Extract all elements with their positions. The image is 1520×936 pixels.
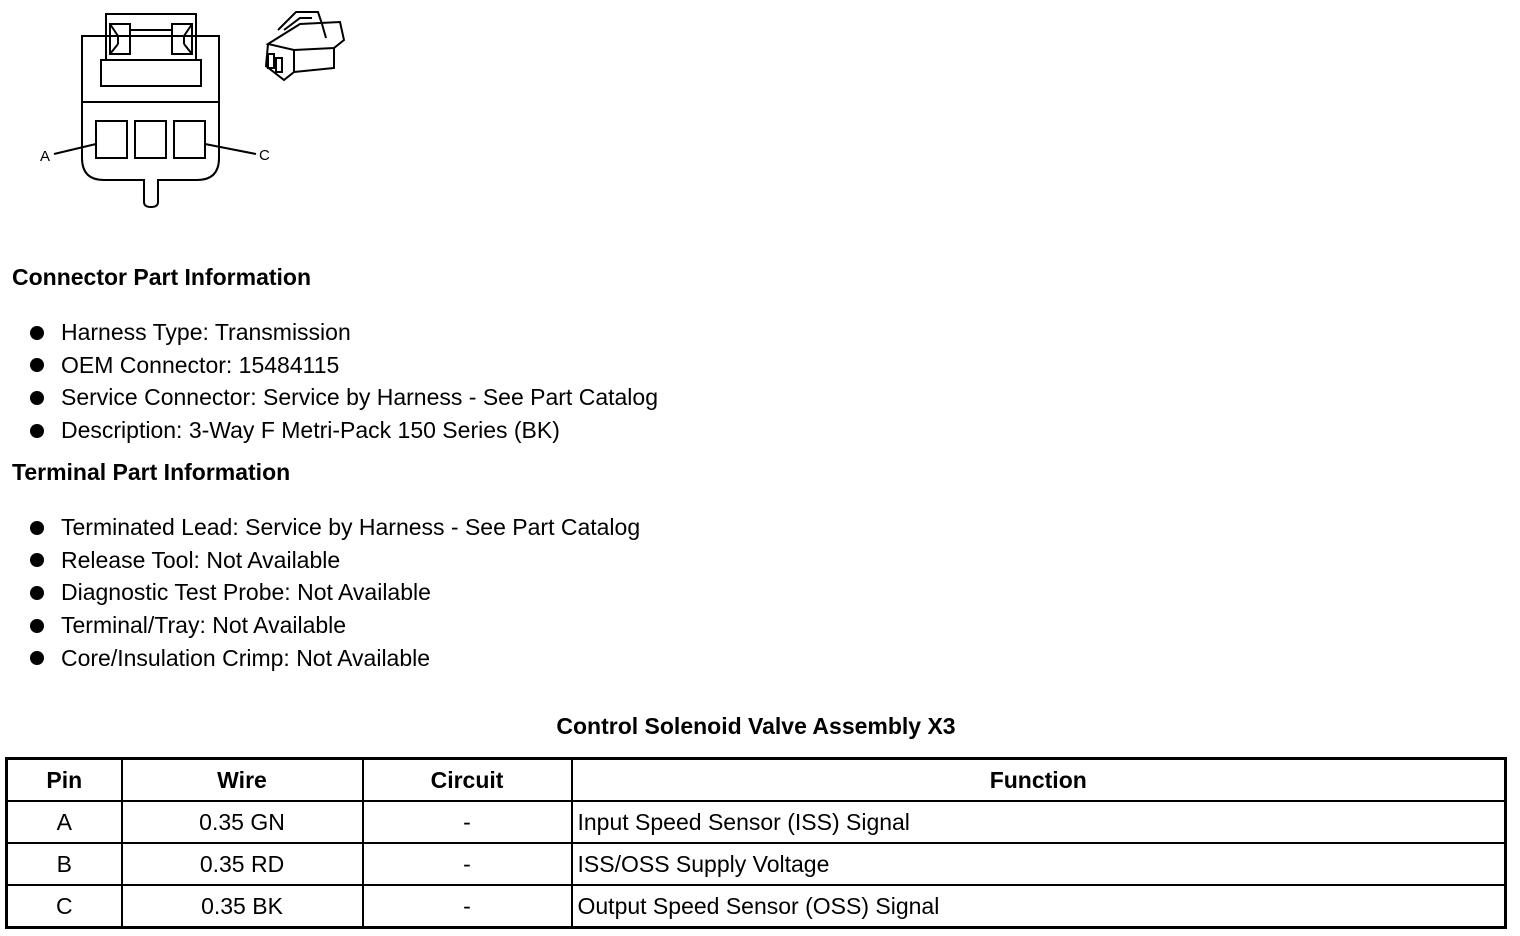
- bullet-icon: [30, 424, 44, 438]
- bullet-icon: [30, 651, 44, 665]
- list-item: OEM Connector: 15484115: [30, 349, 658, 382]
- function-cell: Output Speed Sensor (OSS) Signal: [572, 885, 1506, 928]
- pin-cell: B: [7, 843, 122, 885]
- pin-a-label: A: [40, 148, 51, 165]
- circuit-cell: -: [363, 801, 572, 843]
- table-row: [7, 801, 1506, 843]
- pin-table: [5, 757, 1507, 929]
- list-item: Terminal/Tray: Not Available: [30, 609, 640, 642]
- column-header-circuit: Circuit: [363, 759, 572, 802]
- bullet-icon: [30, 521, 44, 535]
- table-row: [7, 885, 1506, 928]
- connector-part-list: [30, 316, 658, 447]
- table-row: [7, 843, 1506, 885]
- list-item: Description: 3-Way F Metri-Pack 150 Series (BK): [30, 414, 658, 447]
- bullet-icon: [30, 358, 44, 372]
- bullet-icon: [30, 619, 44, 633]
- bullet-icon: [30, 586, 44, 600]
- list-item: Service Connector: Service by Harness - See Part Catalog: [30, 381, 658, 414]
- pin-cell: C: [7, 885, 122, 928]
- column-header-wire: Wire: [122, 759, 363, 802]
- function-cell: Input Speed Sensor (ISS) Signal: [572, 801, 1506, 843]
- terminal-part-heading: Terminal Part Information: [12, 459, 291, 485]
- pin-c-label: C: [259, 147, 270, 164]
- bullet-icon: [30, 391, 44, 405]
- wire-cell: 0.35 BK: [122, 885, 363, 928]
- list-item: Terminated Lead: Service by Harness - See Part Catalog: [30, 511, 640, 544]
- terminal-part-list: [30, 511, 640, 674]
- connector-face-diagram: [30, 8, 360, 218]
- bullet-icon: [30, 553, 44, 567]
- table-title: Control Solenoid Valve Assembly X3: [556, 713, 956, 739]
- list-item: Core/Insulation Crimp: Not Available: [30, 642, 640, 675]
- connector-part-heading: Connector Part Information: [12, 264, 312, 290]
- column-header-pin: Pin: [7, 759, 122, 802]
- list-item: Diagnostic Test Probe: Not Available: [30, 576, 640, 609]
- wire-cell: 0.35 GN: [122, 801, 363, 843]
- circuit-cell: -: [363, 885, 572, 928]
- function-cell: ISS/OSS Supply Voltage: [572, 843, 1506, 885]
- circuit-cell: -: [363, 843, 572, 885]
- pin-cell: A: [7, 801, 122, 843]
- bullet-icon: [30, 326, 44, 340]
- wire-cell: 0.35 RD: [122, 843, 363, 885]
- table-header-row: [7, 759, 1506, 802]
- list-item: Release Tool: Not Available: [30, 544, 640, 577]
- list-item: Harness Type: Transmission: [30, 316, 658, 349]
- column-header-function: Function: [572, 759, 1506, 802]
